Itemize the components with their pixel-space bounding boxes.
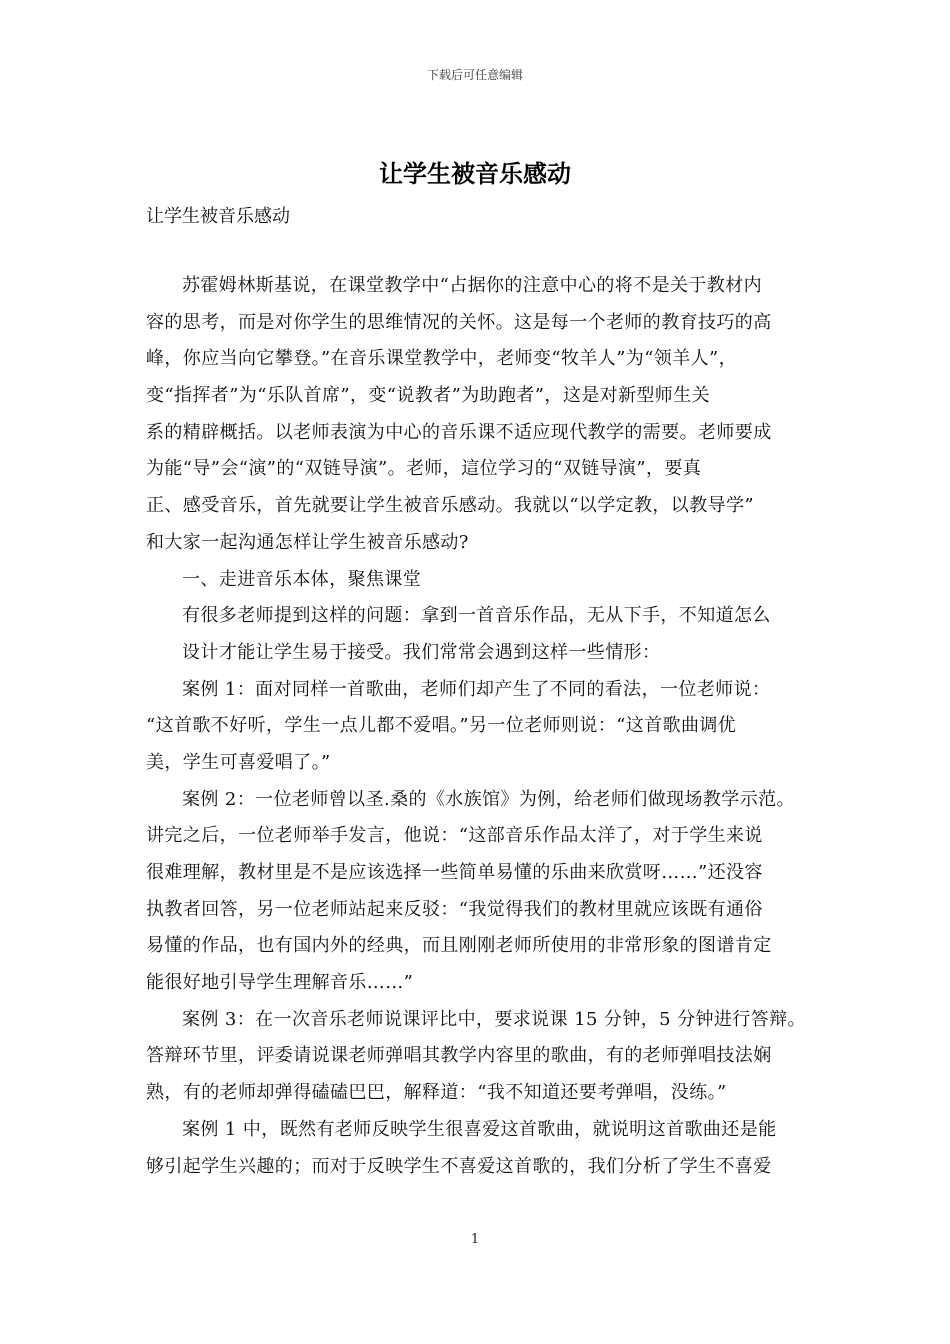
- body-line: 容的思考，而是对你学生的思维情况的关怀。这是每一个老师的教育技巧的高: [146, 311, 772, 333]
- body-line: 苏霍姆林斯基说，在课堂教学中“占据你的注意中心的将不是关于教材内: [182, 275, 762, 296]
- body-line: 设计才能让学生易于接受。我们常常会遇到这样一些情形：: [182, 641, 661, 663]
- body-line: 案例 1 中，既然有老师反映学生很喜爱这首歌曲，就说明这首歌曲还是能: [182, 1118, 777, 1140]
- body-line: 够引起学生兴趣的；而对于反映学生不喜爱这首歌的，我们分析了学生不喜爱: [146, 1155, 772, 1177]
- header-note: 下载后可任意编辑: [426, 68, 523, 82]
- body-line: 能很好地引导学生理解音乐……”: [146, 972, 414, 994]
- body-line: 执教者回答，另一位老师站起来反驳：“我觉得我们的教材里就应该既有通俗: [146, 898, 763, 920]
- body-line: 峰，你应当向它攀登。”在音乐课堂教学中，老师变“牧羊人”为“领羊人”，: [146, 348, 738, 370]
- body-line: 美，学生可喜爱唱了。”: [146, 751, 331, 773]
- body-line: 讲完之后，一位老师举手发言，他说：“这部音乐作品太洋了，对于学生来说: [146, 825, 763, 847]
- body-line: 易懂的作品，也有国内外的经典，而且刚刚老师所使用的非常形象的图谱肯定: [146, 935, 772, 957]
- body-line: 变“指挥者”为“乐队首席”，变“说教者”为助跑者”，这是对新型师生关: [146, 385, 711, 407]
- body-line: 一、走进音乐本体，聚焦课堂: [182, 568, 422, 590]
- body-line: 为能“导”会“演”的“双链导演”。老师，這位学习的“双链导演”，要真: [146, 458, 702, 480]
- body-line: 答辩环节里，评委请说课老师弹唱其教学内容里的歌曲，有的老师弹唱技法娴: [146, 1045, 772, 1067]
- body-line: 正、感受音乐，首先就要让学生被音乐感动。我就以“以学定教，以教导学”: [146, 495, 755, 517]
- document-subtitle: 让学生被音乐感动: [146, 206, 290, 227]
- body-line: 案例 2：一位老师曾以圣.桑的《水族馆》为例，给老师们做现场教学示范。: [182, 788, 795, 810]
- page-number: 1: [470, 1232, 480, 1247]
- document-title: 让学生被音乐感动: [379, 160, 571, 188]
- body-line: 和大家一起沟通怎样让学生被音乐感动?: [146, 531, 469, 553]
- body-line: 案例 1：面对同样一首歌曲，老师们却产生了不同的看法，一位老师说：: [182, 678, 771, 700]
- body-line: 有很多老师提到这样的问题：拿到一首音乐作品，无从下手，不知道怎么: [182, 605, 771, 627]
- body-line: 熟，有的老师却弹得磕磕巴巴，解释道：“我不知道还要考弹唱，没练。”: [146, 1082, 727, 1104]
- body-line: 系的精辟概括。以老师表演为中心的音乐课不适应现代教学的需要。老师要成: [146, 421, 772, 443]
- body-line: “这首歌不好听，学生一点儿都不爱唱。”另一位老师则说：“这首歌曲调优: [146, 715, 737, 737]
- body-line: 很难理解，教材里是不是应该选择一些简单易懂的乐曲来欣赏呀……”还没容: [146, 862, 763, 883]
- body-line: 案例 3：在一次音乐老师说课评比中，要求说课 15 分钟，5 分钟进行答辩。: [182, 1008, 806, 1030]
- document-body: [146, 268, 806, 1185]
